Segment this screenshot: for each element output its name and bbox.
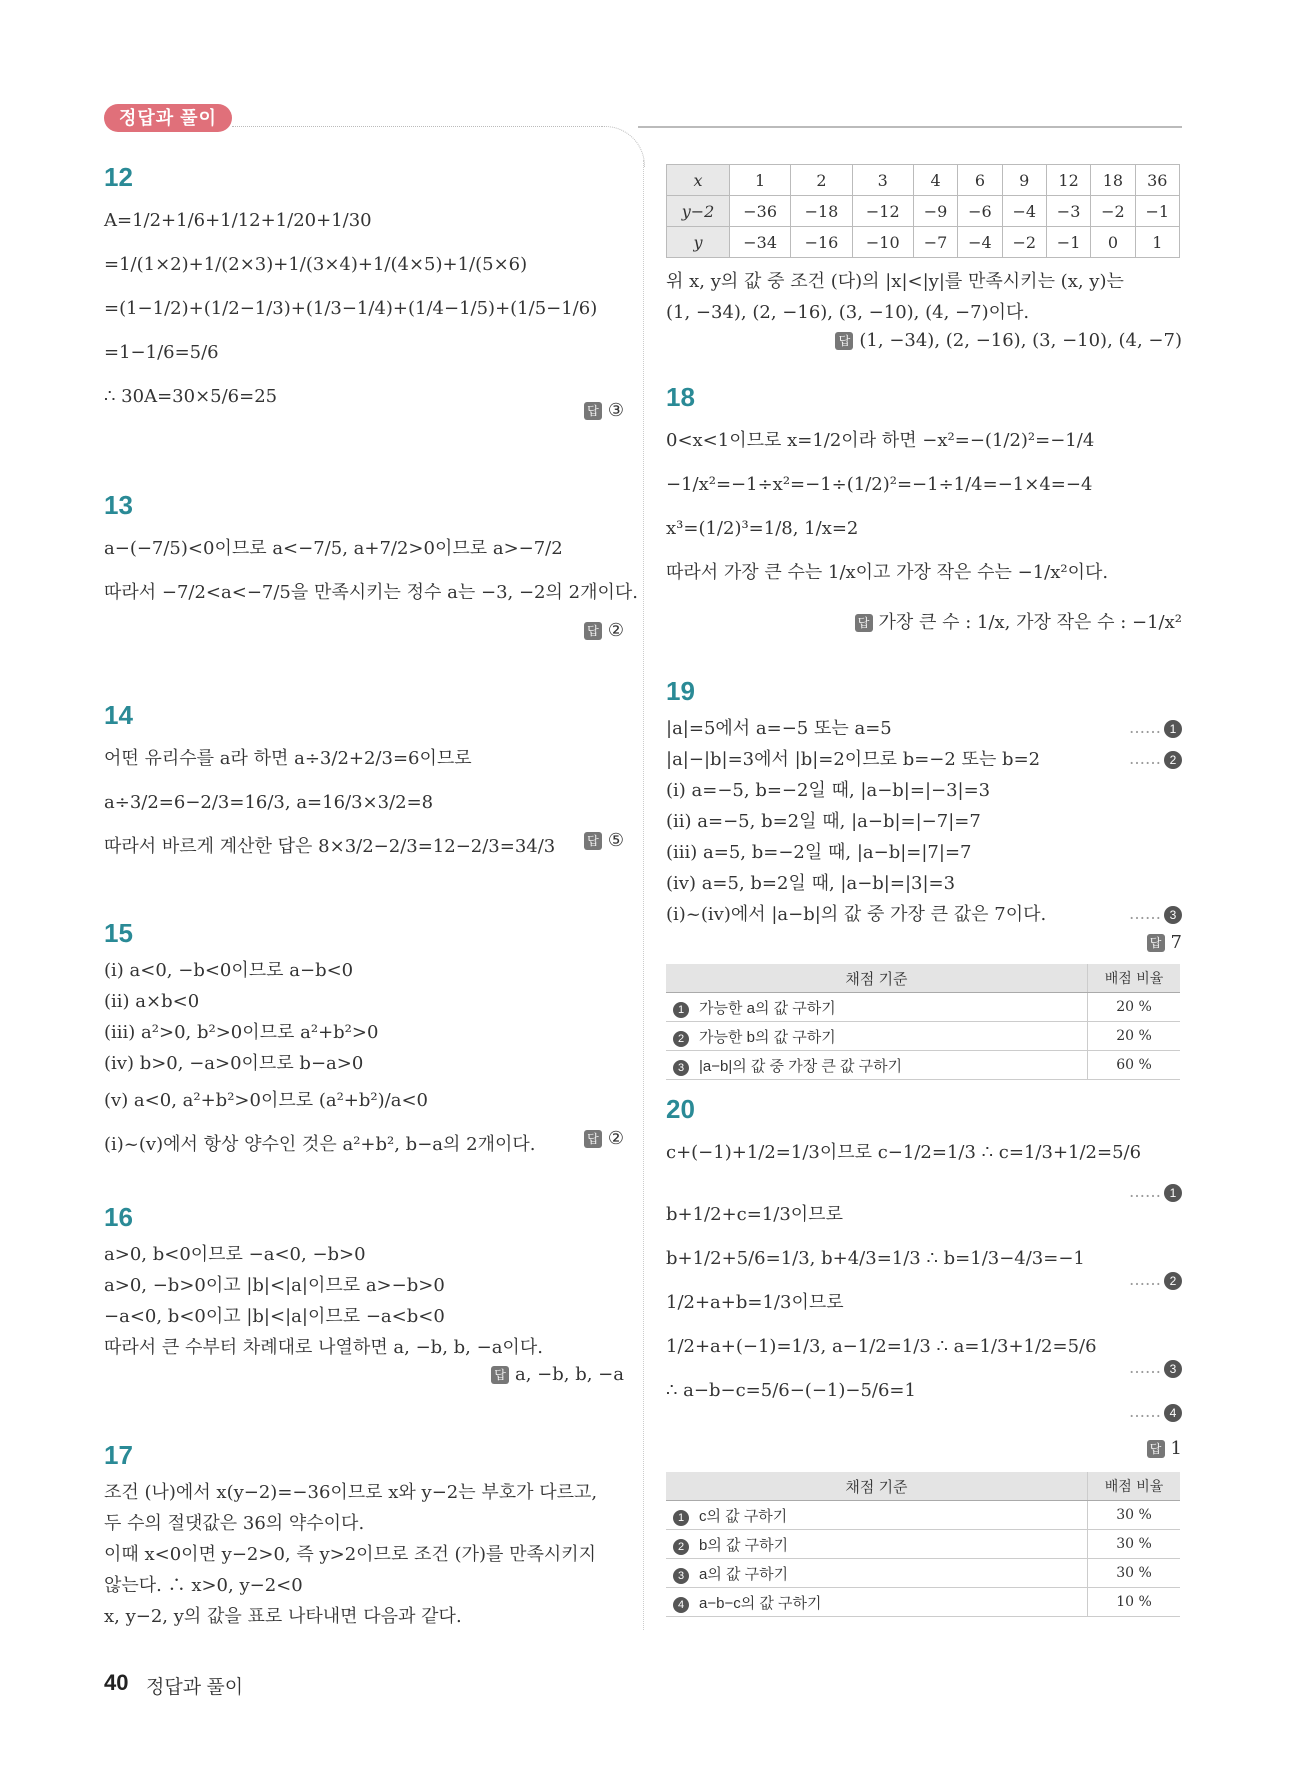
answer	[584, 1128, 624, 1149]
page-number: 40	[104, 1670, 129, 1695]
table-cell: −2	[1091, 196, 1135, 227]
table-row	[666, 1051, 1180, 1080]
table-cell: −12	[852, 196, 913, 227]
table-row	[666, 1559, 1180, 1588]
criteria-text: |a−b|의 값 중 가장 큰 값 구하기	[699, 1057, 903, 1075]
solution-line: (ⅰ)~(ⅴ)에서 항상 양수인 것은 a²+b², b−a의 2개이다.	[104, 1134, 536, 1155]
answer-icon: 답	[1147, 1440, 1165, 1458]
criteria-text: b의 값 구하기	[699, 1536, 789, 1554]
step-marker: …… 1	[1129, 1182, 1182, 1202]
solution-line: ∴ a−b−c=5/6−(−1)−5/6=1	[666, 1380, 916, 1401]
table-cell: −4	[958, 227, 1002, 258]
row-index: 1	[673, 1510, 689, 1526]
solution-line: (ⅰ) a<0, −b<0이므로 a−b<0	[104, 960, 354, 981]
table-cell: 9	[1002, 165, 1046, 196]
answer-value: ⑤	[607, 830, 624, 851]
table-cell: 1	[730, 165, 791, 196]
answer-value: 7	[1170, 932, 1182, 953]
problem-19	[666, 676, 1182, 1075]
problem-number: 14	[104, 700, 133, 730]
step-number: 2	[1164, 1272, 1182, 1290]
ratio-value: 20 %	[1088, 993, 1181, 1022]
table-row	[667, 196, 1180, 227]
answer-icon: 답	[584, 1130, 602, 1148]
step-number: 4	[1164, 1404, 1182, 1422]
solution-line: (ⅰ) a=−5, b=−2일 때, |a−b|=|−3|=3	[666, 780, 991, 801]
problem-number: 18	[666, 382, 695, 412]
ratio-value: 10 %	[1088, 1588, 1181, 1617]
solution-line: 이때 x<0이면 y−2>0, 즉 y>2이므로 조건 (가)를 만족시키지	[104, 1544, 597, 1565]
ratio-value: 30 %	[1088, 1530, 1181, 1559]
answer	[584, 400, 624, 421]
criteria-text: a의 값 구하기	[699, 1565, 789, 1583]
row-index: 3	[673, 1568, 689, 1584]
solution-line: 0<x<1이므로 x=1/2이라 하면 −x²=−(1/2)²=−1/4	[666, 430, 1095, 451]
answer	[584, 830, 624, 851]
answer-icon: 답	[584, 402, 602, 420]
solution-line: (ⅴ) a<0, a²+b²>0이므로 (a²+b²)/a<0	[104, 1090, 428, 1111]
answer	[835, 330, 1182, 351]
problem-number: 16	[104, 1202, 133, 1232]
step-marker: …… 4	[1129, 1402, 1182, 1422]
solution-line: (ⅰ)~(ⅳ)에서 |a−b|의 값 중 가장 큰 값은 7이다.	[666, 904, 1047, 925]
problem-number: 17	[104, 1440, 133, 1470]
problem-number: 20	[666, 1094, 695, 1124]
ratio-value: 60 %	[1088, 1051, 1181, 1080]
solution-line: =1/(1×2)+1/(2×3)+1/(3×4)+1/(4×5)+1/(5×6)	[104, 254, 528, 275]
row-index: 2	[673, 1539, 689, 1555]
table-head: y−2	[667, 196, 730, 227]
solution-line: a−(−7/5)<0이므로 a<−7/5, a+7/2>0이므로 a>−7/2	[104, 538, 563, 559]
table-cell: −9	[913, 196, 957, 227]
step-number: 3	[1164, 906, 1182, 924]
solution-line: 어떤 유리수를 a라 하면 a÷3/2+2/3=6이므로	[104, 748, 472, 769]
top-rule-left	[232, 126, 602, 127]
table-cell: −7	[913, 227, 957, 258]
row-index: 3	[673, 1060, 689, 1076]
table-head: x	[667, 165, 730, 196]
answer-value: ②	[607, 1128, 624, 1149]
step-number: 1	[1164, 720, 1182, 738]
solution-line: 따라서 −7/2<a<−7/5을 만족시키는 정수 a는 −3, −2의 2개이다.	[104, 582, 638, 603]
row-index: 2	[673, 1031, 689, 1047]
answer-value: ②	[607, 620, 624, 641]
solution-line: 조건 (나)에서 x(y−2)=−36이므로 x와 y−2는 부호가 다르고,	[104, 1482, 598, 1503]
solution-line: −1/x²=−1÷x²=−1÷(1/2)²=−1÷1/4=−1×4=−4	[666, 474, 1093, 495]
table-row	[667, 165, 1180, 196]
solution-line: 위 x, y의 값 중 조건 (다)의 |x|<|y|를 만족시키는 (x, y)는	[666, 271, 1124, 292]
solution-line: 두 수의 절댓값은 36의 약수이다.	[104, 1513, 365, 1534]
section-badge: 정답과 풀이	[104, 104, 232, 132]
step-marker: …… 3	[1129, 1358, 1182, 1378]
table-cell: 18	[1091, 165, 1135, 196]
problem-number: 13	[104, 490, 133, 520]
problem-14	[104, 700, 624, 869]
solution-line: (ⅱ) a×b<0	[104, 991, 200, 1012]
step-marker: …… 2	[1129, 1270, 1182, 1290]
grading-criteria-header: 채점 기준	[666, 964, 1088, 993]
criteria-text: 가능한 a의 값 구하기	[699, 999, 836, 1017]
ratio-value: 20 %	[1088, 1022, 1181, 1051]
solution-line: (1, −34), (2, −16), (3, −10), (4, −7)이다.	[666, 302, 1030, 323]
table-cell: 6	[958, 165, 1002, 196]
criteria-text: c의 값 구하기	[699, 1507, 788, 1525]
step-number: 3	[1164, 1360, 1182, 1378]
grading-criteria-header: 채점 기준	[666, 1472, 1088, 1501]
answer-icon: 답	[584, 832, 602, 850]
solution-line: 따라서 가장 큰 수는 1/x이고 가장 작은 수는 −1/x²이다.	[666, 562, 1109, 583]
table-cell: 3	[852, 165, 913, 196]
table-row	[667, 227, 1180, 258]
answer	[1147, 932, 1182, 953]
row-index: 1	[673, 1002, 689, 1018]
answer	[584, 620, 624, 641]
grading-table	[666, 964, 1180, 1080]
table-cell: 4	[913, 165, 957, 196]
table-header-row	[666, 1472, 1180, 1501]
grading-table	[666, 1472, 1180, 1617]
xy-value-table	[666, 164, 1180, 258]
answer-value: 1	[1170, 1438, 1182, 1459]
solution-line: 1/2+a+(−1)=1/3, a−1/2=1/3 ∴ a=1/3+1/2=5/6	[666, 1336, 1097, 1357]
solution-line: (ⅱ) a=−5, b=2일 때, |a−b|=|−7|=7	[666, 811, 981, 832]
criteria-text: 가능한 b의 값 구하기	[699, 1028, 836, 1046]
answer-value: ③	[607, 400, 624, 421]
step-marker: …… 2	[1129, 749, 1182, 769]
answer	[855, 608, 1182, 634]
top-rule-right	[638, 126, 1182, 128]
table-cell: −16	[791, 227, 852, 258]
row-index: 4	[673, 1597, 689, 1613]
answer-value: 가장 큰 수 : 1/x, 가장 작은 수 : −1/x²	[878, 612, 1182, 633]
problem-15	[104, 918, 624, 1167]
solution-line: 1/2+a+b=1/3이므로	[666, 1292, 844, 1313]
table-header-row	[666, 964, 1180, 993]
solution-line: (ⅲ) a=5, b=−2일 때, |a−b|=|7|=7	[666, 842, 972, 863]
table-cell: −3	[1046, 196, 1090, 227]
solution-line: 따라서 바르게 계산한 답은 8×3/2−2/3=12−2/3=34/3	[104, 836, 556, 857]
answer-icon: 답	[1147, 934, 1165, 952]
ratio-value: 30 %	[1088, 1501, 1181, 1530]
table-cell: −2	[1002, 227, 1046, 258]
solution-line: c+(−1)+1/2=1/3이므로 c−1/2=1/3 ∴ c=1/3+1/2=5/6	[666, 1142, 1142, 1163]
answer-value: a, −b, b, −a	[514, 1364, 624, 1385]
table-cell: −4	[1002, 196, 1046, 227]
solution-line: A=1/2+1/6+1/12+1/20+1/30	[104, 210, 372, 231]
table-cell: 1	[1135, 227, 1179, 258]
problem-number: 12	[104, 162, 133, 192]
solution-line: −a<0, b<0이고 |b|<|a|이므로 −a<b<0	[104, 1306, 445, 1327]
answer-value: (1, −34), (2, −16), (3, −10), (4, −7)	[859, 330, 1182, 351]
table-row	[666, 1530, 1180, 1559]
problem-17	[104, 1440, 624, 1632]
problem-20	[666, 1094, 1182, 1612]
answer-icon: 답	[855, 614, 873, 632]
table-cell: 36	[1135, 165, 1179, 196]
solution-line: ∴ 30A=30×5/6=25	[104, 386, 278, 407]
answer	[491, 1364, 624, 1385]
solution-line: 않는다. ∴ x>0, y−2<0	[104, 1575, 303, 1596]
solution-line: (ⅲ) a²>0, b²>0이므로 a²+b²>0	[104, 1022, 379, 1043]
ratio-value: 30 %	[1088, 1559, 1181, 1588]
answer	[1147, 1438, 1182, 1459]
table-cell: −1	[1046, 227, 1090, 258]
table-cell: 0	[1091, 227, 1135, 258]
column-divider	[643, 160, 644, 1630]
table-cell: −34	[730, 227, 791, 258]
solution-line: =1−1/6=5/6	[104, 342, 219, 363]
table-row	[666, 993, 1180, 1022]
step-marker: …… 3	[1129, 904, 1182, 924]
footer-label: 정답과 풀이	[146, 1677, 244, 1698]
solution-line: a÷3/2=6−2/3=16/3, a=16/3×3/2=8	[104, 792, 434, 813]
answer-icon: 답	[491, 1366, 509, 1384]
table-cell: −6	[958, 196, 1002, 227]
solution-line: x, y−2, y의 값을 표로 나타내면 다음과 같다.	[104, 1606, 462, 1627]
solution-line: b+1/2+c=1/3이므로	[666, 1204, 843, 1225]
problem-16	[104, 1202, 624, 1385]
table-head: y	[667, 227, 730, 258]
solution-line: x³=(1/2)³=1/8, 1/x=2	[666, 518, 859, 539]
step-number: 2	[1164, 751, 1182, 769]
answer-icon: 답	[835, 332, 853, 350]
problem-12	[104, 162, 624, 419]
table-cell: 2	[791, 165, 852, 196]
table-cell: −10	[852, 227, 913, 258]
solution-line: (ⅳ) a=5, b=2일 때, |a−b|=|3|=3	[666, 873, 956, 894]
solution-line: a>0, −b>0이고 |b|<|a|이므로 a>−b>0	[104, 1275, 445, 1296]
grading-ratio-header: 배점 비율	[1088, 964, 1181, 993]
problem-number: 15	[104, 918, 133, 948]
step-marker: …… 1	[1129, 718, 1182, 738]
problem-18	[666, 382, 1182, 633]
step-number: 1	[1164, 1184, 1182, 1202]
problem-17-continued	[666, 164, 1182, 351]
table-cell: −1	[1135, 196, 1179, 227]
table-row	[666, 1022, 1180, 1051]
solution-line: =(1−1/2)+(1/2−1/3)+(1/3−1/4)+(1/4−1/5)+(1/5−1/6)	[104, 298, 598, 319]
table-cell: −36	[730, 196, 791, 227]
solution-line: b+1/2+5/6=1/3, b+4/3=1/3 ∴ b=1/3−4/3=−1	[666, 1248, 1085, 1269]
problem-number: 19	[666, 676, 695, 706]
table-cell: 12	[1046, 165, 1090, 196]
solution-line: a>0, b<0이므로 −a<0, −b>0	[104, 1244, 366, 1265]
table-cell: −18	[791, 196, 852, 227]
solution-line: |a|−|b|=3에서 |b|=2이므로 b=−2 또는 b=2	[666, 749, 1041, 770]
column-curve	[602, 126, 645, 167]
solution-line: |a|=5에서 a=−5 또는 a=5	[666, 718, 892, 739]
answer-icon: 답	[584, 622, 602, 640]
table-row	[666, 1588, 1180, 1617]
criteria-text: a−b−c의 값 구하기	[699, 1594, 822, 1612]
solution-line: (ⅳ) b>0, −a>0이므로 b−a>0	[104, 1053, 364, 1074]
problem-13	[104, 490, 638, 641]
grading-ratio-header: 배점 비율	[1088, 1472, 1181, 1501]
table-row	[666, 1501, 1180, 1530]
solution-line: 따라서 큰 수부터 차례대로 나열하면 a, −b, b, −a이다.	[104, 1337, 543, 1358]
